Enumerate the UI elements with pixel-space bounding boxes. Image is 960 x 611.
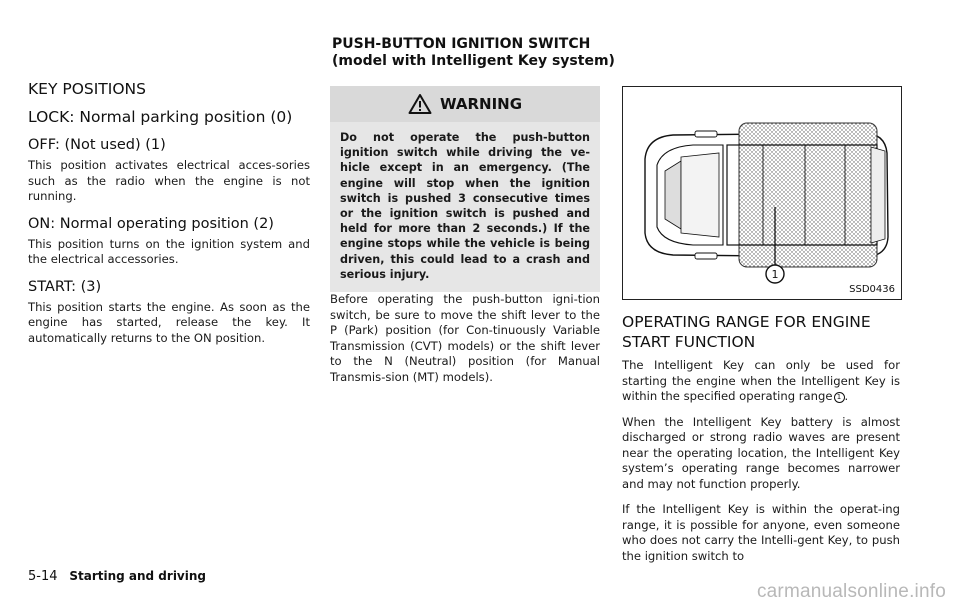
left-column xyxy=(28,80,310,356)
vehicle-range-figure xyxy=(622,86,902,300)
operating-range-text-1-main: The Intelligent Key can only be used for starting the engine when the Intelligent Key is within the specified operating range xyxy=(622,358,900,403)
warning-label: WARNING xyxy=(439,95,523,113)
warning-text: Do not operate the push-button ignition switch while driving the ve-hicle except in an emergency. (The engine will stop when the ignition switch is pushed 3 consecutive times or the ignition switch is pushed and held for more than 2 seconds.) If the engine stops while the vehicle is being driven, this could lead to a crash and serious injury. xyxy=(330,122,600,292)
operating-range-text-1-end: . xyxy=(844,389,849,403)
warning-triangle-icon xyxy=(408,93,432,115)
page-footer xyxy=(28,569,206,584)
off-heading: OFF: (Not used) (1) xyxy=(28,137,166,153)
operating-range-text-3: If the Intelligent Key is within the operat-ing range, it is possible for anyone, even someone who does not carry the Intelli-gent Key, to push the ignition switch to xyxy=(622,502,900,563)
figure-callout-marker xyxy=(764,263,786,285)
key-positions-heading: KEY POSITIONS xyxy=(28,80,146,98)
watermark: carmanualsonline.info xyxy=(756,581,946,602)
right-column xyxy=(622,86,900,574)
section-title-line2: (model with Intelligent Key system) xyxy=(332,53,615,69)
figure-code: SSD0436 xyxy=(849,284,895,295)
start-heading: START: (3) xyxy=(28,278,102,295)
section-title-line1: PUSH-BUTTON IGNITION SWITCH xyxy=(332,36,591,52)
warning-header xyxy=(330,86,600,122)
operating-range-text-2: When the Intelligent Key battery is almost discharged or strong radio waves are present near the operating location, the Intelligent Key system’s operating range becomes narrower and may not function properly. xyxy=(622,414,900,491)
range-callout-icon: 1 xyxy=(834,392,845,403)
footer-section-title: Starting and driving xyxy=(69,569,206,583)
start-text: This position starts the engine. As soon as the engine has started, release the key. It automatically returns to the ON position. xyxy=(28,299,310,345)
off-text: This position activates electrical acces-sories such as the radio when the engine is not running. xyxy=(28,158,310,203)
page-number: 5-14 xyxy=(28,569,58,584)
operating-range-text-1 xyxy=(622,358,900,405)
lock-heading: LOCK: Normal parking position (0) xyxy=(28,108,293,126)
middle-column xyxy=(330,86,600,395)
section-title xyxy=(332,36,632,70)
figure-callout-number: 1 xyxy=(771,268,779,281)
vehicle-top-view-illustration xyxy=(623,87,901,299)
before-operating-text: Before operating the push-button igni-tion switch, be sure to move the shift lever to the P (Park) position (for Con-tinuously Variable Transmission (CVT) models) or the shift lever to the N (Neutral) position (for Manual Transmis-sion (MT) models). xyxy=(330,292,600,384)
operating-range-heading: OPERATING RANGE FOR ENGINE START FUNCTION xyxy=(622,313,871,351)
on-text: This position turns on the ignition system and the electrical accessories. xyxy=(28,236,310,266)
on-heading: ON: Normal operating position (2) xyxy=(28,215,274,232)
warning-box xyxy=(330,86,600,292)
